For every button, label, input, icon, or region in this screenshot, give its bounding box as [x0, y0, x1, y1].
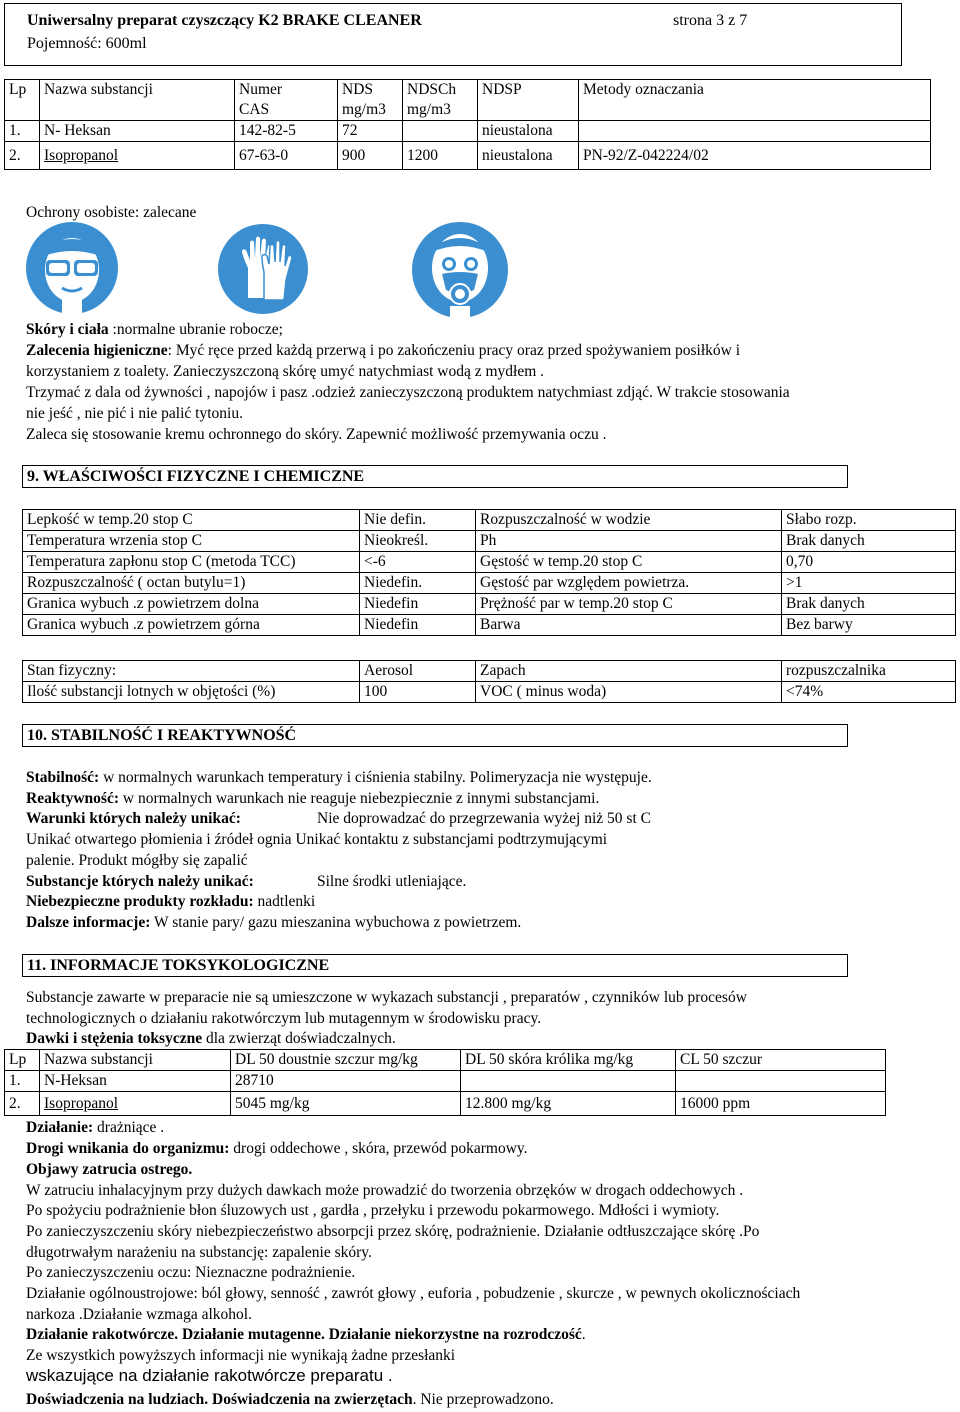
- table-cell: 142-82-5: [235, 121, 338, 142]
- table-cell: Stan fizyczny:: [23, 661, 360, 682]
- text-line: Po spożyciu podrażnienie błon śluzowych ust , gardła , przełyku i przewodu pokarmowego. Mdłości i wymioty.: [26, 1202, 720, 1219]
- text-line: Trzymać z dala od żywności , napojów i pasz .odzież zanieczyszczoną produktem natychmiast zdjąć. W trakcie stosowania: [26, 384, 790, 401]
- header-cell: DL 50 skóra królika mg/kg: [461, 1050, 676, 1071]
- eye-protection-icon: [26, 222, 118, 314]
- table-cell: 1.: [5, 1071, 40, 1092]
- text-line: długotrwałym narażeniu na substancję: zapalenie skóry.: [26, 1244, 372, 1261]
- text-line: korzystaniem z toalety. Zanieczyszczoną skórę umyć natychmiast wodą z mydłem .: [26, 363, 545, 380]
- doses-label: Dawki i stężenia toksyczne: [26, 1030, 203, 1047]
- header-cell-line: CAS: [239, 101, 270, 118]
- table-cell: Gęstość w temp.20 stop C: [476, 552, 782, 573]
- conditions-line: [26, 809, 651, 830]
- further-info-line: [26, 913, 521, 934]
- page-number: strona 3 z 7: [673, 12, 748, 29]
- table-cell: Isopropanol: [40, 142, 235, 170]
- decomposition-text: nadtlenki: [253, 893, 316, 910]
- table-cell: Nie defin.: [360, 510, 476, 531]
- exposure-limits-table: [4, 79, 931, 170]
- table-cell: [676, 1071, 886, 1092]
- table-row: [23, 573, 956, 594]
- document-header: [4, 3, 902, 66]
- table-cell: [579, 121, 931, 142]
- table-cell: Brak danych: [782, 531, 956, 552]
- symptoms-heading: Objawy zatrucia ostrego.: [26, 1161, 193, 1178]
- text-line: nie jeść , nie pić i nie palić tytoniu.: [26, 405, 243, 422]
- decomposition-line: [26, 892, 315, 913]
- carcinogenicity-line: [26, 1325, 586, 1346]
- routes-text: drogi oddechowe , skóra, przewód pokarmowy.: [229, 1140, 528, 1157]
- table-row: [5, 1071, 886, 1092]
- header-cell: [338, 80, 403, 121]
- table-row: [23, 552, 956, 573]
- conditions-label: Warunki których należy unikać:: [26, 810, 241, 827]
- hygiene-label: Zalecenia higieniczne: [26, 342, 168, 359]
- table-cell: Isopropanol: [40, 1092, 231, 1116]
- table-cell: 72: [338, 121, 403, 142]
- section-10-title: 10. STABILNOŚĆ I REAKTYWNOŚĆ: [22, 724, 848, 747]
- decomposition-label: Niebezpieczne produkty rozkładu:: [26, 893, 254, 910]
- stability-label: Stabilność:: [26, 769, 100, 786]
- header-cell: Metody oznaczania: [579, 80, 931, 121]
- header-cell: DL 50 doustnie szczur mg/kg: [231, 1050, 461, 1071]
- doses-line: [26, 1029, 396, 1050]
- text-line: Unikać otwartego płomienia i źródeł ognia Unikać kontaktu z substancjami podtrzymującymi: [26, 831, 608, 848]
- text-line: Działanie ogólnoustrojowe: ból głowy, senność , zawrót głowy , euforia , pobudzenie , skurcze , w pewnych okolicznościach: [26, 1285, 801, 1302]
- table-header-row: [5, 80, 931, 121]
- carcinogenicity-label: Działanie rakotwórcze. Działanie mutagenne. Działanie niekorzystne na rozrodczość: [26, 1326, 582, 1343]
- table-cell: Barwa: [476, 615, 782, 636]
- respirator-icon: [412, 222, 508, 318]
- text-line: narkoza .Działanie wzmaga alkohol.: [26, 1306, 252, 1323]
- hygiene-text: : Myć ręce przed każdą przerwą i po zakończeniu pracy oraz przed spożywaniem posiłków i: [167, 342, 741, 359]
- text-line: Po zanieczyszczeniu skóry niebezpieczeństwo absorpcji przez skórę, podrażnienie. Działanie odtłuszczające skórę .Po: [26, 1223, 760, 1240]
- table-cell: Brak danych: [782, 594, 956, 615]
- table-cell: 16000 ppm: [676, 1092, 886, 1116]
- stability-line: [26, 768, 652, 789]
- table-cell: rozpuszczalnika: [782, 661, 956, 682]
- table-row: [23, 661, 956, 682]
- table-cell: [403, 121, 478, 142]
- table-cell: Lepkość w temp.20 stop C: [23, 510, 360, 531]
- table-cell: Nieokreśl.: [360, 531, 476, 552]
- text-line: Substancje zawarte w preparacie nie są umieszczone w wykazach substancji , preparatów , czynników lub procesów: [26, 989, 747, 1006]
- table-cell: Słabo rozp.: [782, 510, 956, 531]
- table-row: [5, 121, 931, 142]
- text-line: technologicznych o działaniu rakotwórczym lub mutagennym w środowisku pracy.: [26, 1010, 542, 1027]
- reactivity-label: Reaktywność:: [26, 790, 119, 807]
- table-cell: 67-63-0: [235, 142, 338, 170]
- header-cell-line: Numer: [239, 81, 283, 98]
- substances-text: Silne środki utleniające.: [317, 873, 467, 890]
- further-info-label: Dalsze informacje:: [26, 914, 151, 931]
- table-row: [23, 615, 956, 636]
- table-cell: 2.: [5, 142, 40, 170]
- text-line: Zaleca się stosowanie kremu ochronnego do skóry. Zapewnić możliwość przemywania oczu .: [26, 426, 607, 443]
- table-cell: Niedefin.: [360, 573, 476, 594]
- header-cell: NDSP: [478, 80, 579, 121]
- table-cell: >1: [782, 573, 956, 594]
- header-cell-line: NDS: [342, 81, 374, 98]
- header-cell: Lp: [5, 80, 40, 121]
- table-cell: VOC ( minus woda): [476, 682, 782, 703]
- table-cell: Gęstość par względem powietrza.: [476, 573, 782, 594]
- experience-label: Doświadczenia na ludziach. Doświadczenia na zwierzętach: [26, 1391, 413, 1408]
- text-line: Ze wszystkich powyższych informacji nie wynikają żadne przesłanki: [26, 1347, 456, 1364]
- product-title: Uniwersalny preparat czyszczący K2 BRAKE CLEANER: [27, 12, 422, 29]
- table-cell: nieustalona: [478, 142, 579, 170]
- routes-label: Drogi wnikania do organizmu:: [26, 1140, 230, 1157]
- text-line: W zatruciu inhalacyjnym przy dużych dawkach może prowadzić do tworzenia obrzęków w drogach oddechowych .: [26, 1182, 744, 1199]
- physical-properties-table: [22, 509, 956, 636]
- reactivity-line: [26, 789, 599, 810]
- carcinogenicity-text: .: [581, 1326, 586, 1343]
- action-line: [26, 1118, 164, 1139]
- table-cell: 1.: [5, 121, 40, 142]
- table-cell: Niedefin: [360, 594, 476, 615]
- skin-label: Skóry i ciała: [26, 321, 109, 338]
- substances-line: [26, 872, 466, 893]
- table-cell: Granica wybuch .z powietrzem górna: [23, 615, 360, 636]
- table-row: [23, 510, 956, 531]
- text-line: wskazujące na działanie rakotwórcze preparatu .: [26, 1366, 393, 1385]
- header-cell: Nazwa substancji: [40, 80, 235, 121]
- skin-text: :normalne ubranie robocze;: [108, 321, 283, 338]
- stability-text: w normalnych warunkach temperatury i ciśnienia stabilny. Polimeryzacja nie występuje.: [99, 769, 652, 786]
- table-row: [5, 1092, 886, 1116]
- table-cell: [461, 1071, 676, 1092]
- product-capacity: Pojemność: 600ml: [27, 35, 147, 52]
- header-cell: Nazwa substancji: [40, 1050, 231, 1071]
- table-cell: Aerosol: [360, 661, 476, 682]
- table-header-row: [5, 1050, 886, 1071]
- table-cell: Zapach: [476, 661, 782, 682]
- table-cell: Ph: [476, 531, 782, 552]
- table-cell: 0,70: [782, 552, 956, 573]
- header-cell: [403, 80, 478, 121]
- table-row: [23, 682, 956, 703]
- table-cell: 900: [338, 142, 403, 170]
- routes-line: [26, 1139, 528, 1160]
- action-label: Działanie:: [26, 1119, 94, 1136]
- table-cell: Bez barwy: [782, 615, 956, 636]
- section-9-title: 9. WŁAŚCIWOŚCI FIZYCZNE I CHEMICZNE: [22, 465, 848, 488]
- header-cell: CL 50 szczur: [676, 1050, 886, 1071]
- section-11-title: 11. INFORMACJE TOKSYKOLOGICZNE: [22, 954, 848, 977]
- table-cell: Temperatura wrzenia stop C: [23, 531, 360, 552]
- further-info-text: W stanie pary/ gazu mieszanina wybuchowa z powietrzem.: [150, 914, 522, 931]
- toxicity-table: [4, 1049, 886, 1116]
- skin-protection-line: [26, 320, 283, 341]
- table-cell: Rozpuszczalność ( octan butylu=1): [23, 573, 360, 594]
- header-cell-line: mg/m3: [407, 101, 451, 118]
- table-cell: N-Heksan: [40, 1071, 231, 1092]
- reactivity-text: w normalnych warunkach nie reaguje niebezpiecznie z innymi substancjami.: [119, 790, 600, 807]
- experience-line: [26, 1390, 554, 1411]
- table-cell: <74%: [782, 682, 956, 703]
- table-cell: PN-92/Z-042224/02: [579, 142, 931, 170]
- experience-text: . Nie przeprowadzono.: [412, 1391, 554, 1408]
- table-cell: Granica wybuch .z powietrzem dolna: [23, 594, 360, 615]
- text-line: palenie. Produkt mógłby się zapalić: [26, 852, 248, 869]
- table-cell: Prężność par w temp.20 stop C: [476, 594, 782, 615]
- table-row: [5, 142, 931, 170]
- action-text: drażniące .: [93, 1119, 165, 1136]
- physical-state-table: [22, 660, 956, 703]
- header-cell-line: NDSCh: [407, 81, 457, 98]
- table-row: [23, 531, 956, 552]
- table-cell: 12.800 mg/kg: [461, 1092, 676, 1116]
- table-cell: nieustalona: [478, 121, 579, 142]
- substances-label: Substancje których należy unikać:: [26, 873, 254, 890]
- doses-text: dla zwierząt doświadczalnych.: [202, 1030, 396, 1047]
- table-cell: Ilość substancji lotnych w objętości (%): [23, 682, 360, 703]
- hygiene-line: [26, 341, 740, 362]
- table-cell: N- Heksan: [40, 121, 235, 142]
- text-line: Po zanieczyszczeniu oczu: Nieznaczne podrażnienie.: [26, 1264, 356, 1281]
- table-cell: Rozpuszczalność w wodzie: [476, 510, 782, 531]
- header-cell: Lp: [5, 1050, 40, 1071]
- protection-heading: Ochrony osobiste: zalecane: [26, 204, 197, 221]
- table-cell: Niedefin: [360, 615, 476, 636]
- header-cell-line: mg/m3: [342, 101, 386, 118]
- table-cell: Temperatura zapłonu stop C (metoda TCC): [23, 552, 360, 573]
- table-cell: 28710: [231, 1071, 461, 1092]
- table-cell: 1200: [403, 142, 478, 170]
- gloves-icon: [218, 224, 308, 314]
- table-cell: 2.: [5, 1092, 40, 1116]
- table-cell: 100: [360, 682, 476, 703]
- table-cell: <-6: [360, 552, 476, 573]
- table-cell: 5045 mg/kg: [231, 1092, 461, 1116]
- header-cell: [235, 80, 338, 121]
- conditions-text: Nie doprowadzać do przegrzewania wyżej niż 50 st C: [317, 810, 651, 827]
- table-row: [23, 594, 956, 615]
